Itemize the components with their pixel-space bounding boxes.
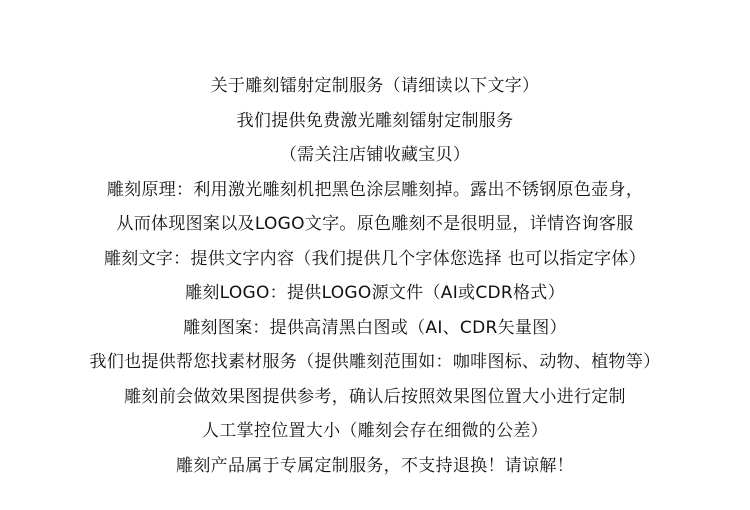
- engraving-principle-line-1: 雕刻原理：利用激光雕刻机把黑色涂层雕刻掉。露出不锈钢原色壶身，: [106, 179, 644, 200]
- pattern-engraving-line: 雕刻图案：提供高清黑白图或（AI、CDR矢量图）: [183, 317, 567, 338]
- preview-line: 雕刻前会做效果图提供参考，确认后按照效果图位置大小进行定制: [124, 386, 626, 407]
- follow-store-note: （需关注店铺收藏宝贝）: [279, 145, 471, 165]
- engraving-principle-line-2: 从而体现图案以及LOGO文字。原色雕刻不是很明显，详情咨询客服: [116, 214, 634, 234]
- tolerance-line: 人工掌控位置大小（雕刻会存在细微的公差）: [202, 421, 548, 441]
- text-engraving-line: 雕刻文字：提供文字内容（我们提供几个字体您选择 也可以指定字体）: [103, 248, 646, 269]
- notice-title: 关于雕刻镭射定制服务（请细读以下文字）: [210, 76, 540, 96]
- free-service-line: 我们提供免费激光雕刻镭射定制服务: [236, 110, 514, 131]
- no-return-line: 雕刻产品属于专属定制服务，不支持退换！请谅解！: [176, 455, 574, 476]
- material-search-line: 我们也提供帮您找素材服务（提供雕刻范围如：咖啡图标、动物、植物等）: [89, 352, 661, 372]
- engraving-service-notice: [0, 69, 750, 483]
- logo-engraving-line: 雕刻LOGO：提供LOGO源文件（AI或CDR格式）: [185, 283, 565, 303]
